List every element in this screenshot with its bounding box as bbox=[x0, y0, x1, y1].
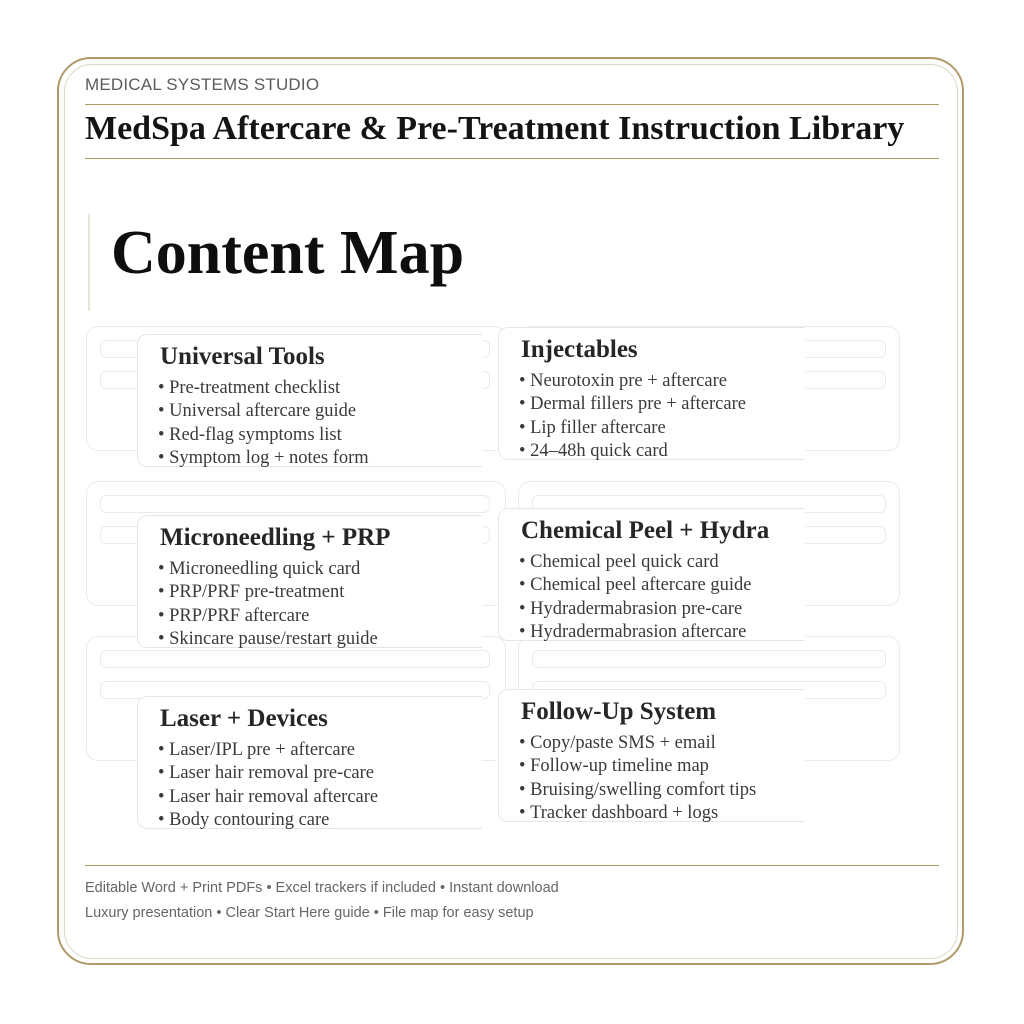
section-list bbox=[519, 732, 756, 825]
section-list bbox=[519, 551, 751, 644]
section-title: Universal Tools bbox=[160, 343, 325, 370]
section-title: Injectables bbox=[521, 336, 638, 363]
header-rule-top bbox=[85, 104, 939, 105]
list-item: • Hydradermabrasion aftercare bbox=[519, 621, 751, 644]
list-item: • Universal aftercare guide bbox=[158, 400, 369, 423]
list-item: • Chemical peel aftercare guide bbox=[519, 574, 751, 597]
section-list bbox=[519, 370, 746, 463]
section-list bbox=[158, 739, 378, 832]
list-item: • Laser hair removal aftercare bbox=[158, 786, 378, 809]
section-list bbox=[158, 377, 369, 470]
list-item: • Red-flag symptoms list bbox=[158, 424, 369, 447]
bg-line bbox=[100, 495, 490, 513]
list-item: • Bruising/swelling comfort tips bbox=[519, 779, 756, 802]
document-title: MedSpa Aftercare & Pre-Treatment Instruction Library bbox=[85, 110, 905, 147]
list-item: • Follow-up timeline map bbox=[519, 755, 756, 778]
section-card-universal-tools bbox=[137, 334, 482, 467]
section-list bbox=[158, 558, 378, 651]
list-item: • Chemical peel quick card bbox=[519, 551, 751, 574]
heading-accent-bar bbox=[88, 214, 90, 311]
list-item: • Skincare pause/restart guide bbox=[158, 628, 378, 651]
list-item: • Symptom log + notes form bbox=[158, 447, 369, 470]
list-item: • Hydradermabrasion pre-care bbox=[519, 598, 751, 621]
list-item: • Tracker dashboard + logs bbox=[519, 802, 756, 825]
bg-line bbox=[100, 650, 490, 668]
section-card-follow-up-system bbox=[498, 689, 805, 822]
list-item: • Laser/IPL pre + aftercare bbox=[158, 739, 378, 762]
bg-line bbox=[532, 650, 886, 668]
header-rule-bottom bbox=[85, 158, 939, 159]
list-item: • PRP/PRF aftercare bbox=[158, 605, 378, 628]
list-item: • Dermal fillers pre + aftercare bbox=[519, 393, 746, 416]
section-title: Laser + Devices bbox=[160, 705, 328, 732]
page-heading: Content Map bbox=[111, 219, 465, 287]
list-item: • 24–48h quick card bbox=[519, 440, 746, 463]
section-title: Chemical Peel + Hydra bbox=[521, 517, 770, 544]
footer-line-2: Luxury presentation • Clear Start Here guide • File map for easy setup bbox=[85, 905, 534, 921]
brand-label: MEDICAL SYSTEMS STUDIO bbox=[85, 75, 320, 94]
footer-line-1: Editable Word + Print PDFs • Excel trackers if included • Instant download bbox=[85, 880, 559, 896]
footer-rule bbox=[85, 865, 939, 866]
list-item: • Microneedling quick card bbox=[158, 558, 378, 581]
section-card-injectables bbox=[498, 327, 805, 460]
section-card-chemical-peel-hydra bbox=[498, 508, 805, 641]
section-card-microneedling-prp bbox=[137, 515, 482, 648]
list-item: • Lip filler aftercare bbox=[519, 417, 746, 440]
section-title: Follow-Up System bbox=[521, 698, 717, 725]
list-item: • Laser hair removal pre-care bbox=[158, 762, 378, 785]
list-item: • PRP/PRF pre-treatment bbox=[158, 581, 378, 604]
section-title: Microneedling + PRP bbox=[160, 524, 391, 551]
list-item: • Pre-treatment checklist bbox=[158, 377, 369, 400]
list-item: • Body contouring care bbox=[158, 809, 378, 832]
list-item: • Neurotoxin pre + aftercare bbox=[519, 370, 746, 393]
list-item: • Copy/paste SMS + email bbox=[519, 732, 756, 755]
section-card-laser-devices bbox=[137, 696, 482, 829]
